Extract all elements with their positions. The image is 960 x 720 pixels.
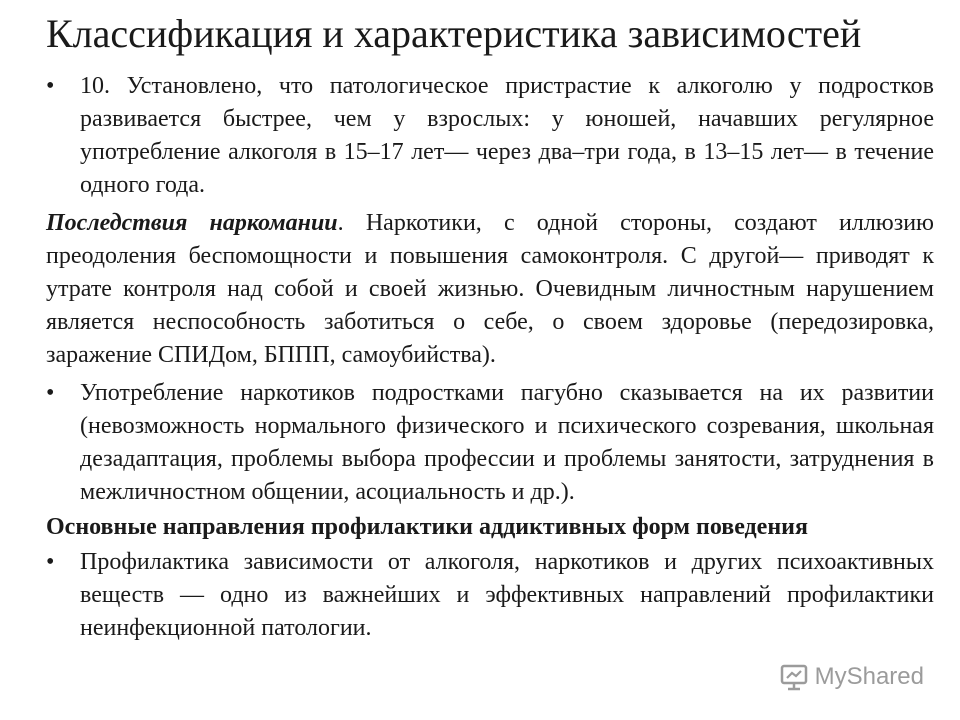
bullet-text: Употребление наркотиков подростками пагубно сказывается на их развитии (невозможность нормального физического и психического созревания, школьная дезадаптация, проблемы выбора профессии и проблемы занятости, затруднения в межличностном общении, асоциальность и др.). (80, 380, 934, 505)
bullet-item-teen-drugs (46, 377, 934, 509)
bullet-item-alcohol-age (46, 70, 934, 202)
watermark (779, 662, 924, 692)
bullet-marker: • (46, 73, 55, 99)
paragraph-lead: Последствия наркомании (46, 210, 338, 236)
bullet-text: Профилактика зависимости от алкоголя, наркотиков и других психоактивных веществ — одно из важнейших и эффективных направлений профилактики неинфекционной патологии. (80, 549, 934, 641)
bullet-marker: • (46, 549, 55, 575)
paragraph-drug-consequences (46, 207, 934, 372)
presentation-board-icon (779, 662, 809, 692)
bullet-text: 10. Установлено, что патологическое пристрастие к алкоголю у подростков развивается быстрее, чем у взрослых: у юношей, начавших регулярное употребление алкоголя в 15–17 лет— через два–три года, в 13–15 лет— в течение одного года. (80, 73, 934, 198)
section-heading-prevention: Основные направления профилактики аддиктивных форм поведения (46, 514, 808, 540)
bullet-item-prevention (46, 546, 934, 645)
slide-title: Классификация и характеристика зависимостей (46, 11, 862, 56)
slide-content (46, 70, 934, 645)
paragraph-text: . Наркотики, с одной стороны, создают иллюзию преодоления беспомощности и повышения самоконтроля. С другой— приводят к утрате контроля над собой и своей жизнью. Очевидным личностным нарушением является неспособность заботиться о себе, о своем здоровье (передозировка, заражение СПИДом, БППП, самоубийства). (46, 210, 934, 368)
bullet-marker: • (46, 380, 55, 406)
watermark-text: MyShared (814, 663, 924, 690)
